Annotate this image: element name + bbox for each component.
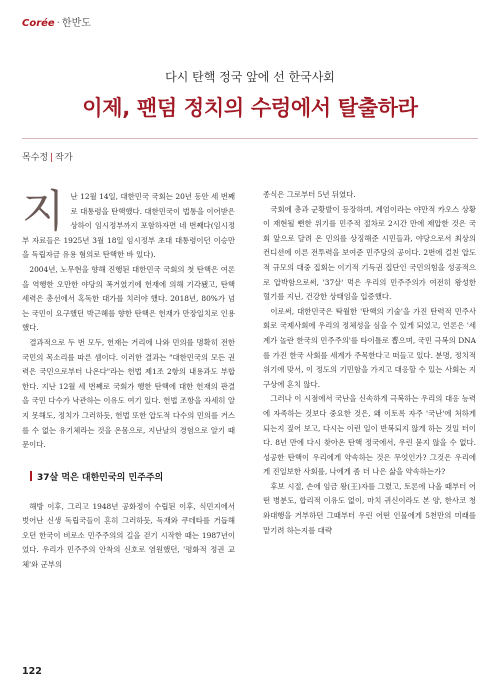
section-brand: Corée (22, 18, 55, 29)
article-headline: 이제, 팬덤 정치의 수렁에서 탈출하라 (82, 96, 418, 120)
section-name: 한반도 (61, 18, 91, 29)
paragraph (22, 186, 235, 263)
author-byline (22, 150, 73, 163)
author-name: 목수정 (22, 153, 49, 163)
subhead-text: 37살 먹은 대한민국의 민주주의 (37, 472, 164, 483)
subhead-marker (30, 471, 32, 481)
page-number: 122 (22, 666, 42, 677)
section-separator: · (56, 18, 60, 29)
left-column (22, 186, 235, 573)
paragraph: 종식은 그로부터 5년 뒤였다. (263, 190, 356, 199)
paragraph: 국회에 총과 군홧발이 등장하며, 계엄이라는 야만적 카오스 상황이 재현될 뻔한 위기를 민주적 절차로 2시간 만에 제압한 것은 국회 앞으로 달려 온 민의를 상징해준 시민들과, 야당으로서 최상의 컨디션에 이른 전투력을 보여준 민주당의 공이다. 2번에 걸친 압도적 규모의 대중 집회는 이기적 기득권 집단인 국민의힘을 성공적으로 압박함으로써, '37살' 먹은 우리의 민주주의가 여전히 왕성한 혈기를 지닌, 건강한 상태임을 입증했다. (263, 204, 476, 302)
section-subhead (30, 471, 235, 484)
author-separator: | (50, 153, 54, 163)
paragraph: 후보 시절, 손에 임금 왕(王)자를 그렸고, 토론에 나올 때부터 어떤 병분도, 합리적 이유도 없이, 마치 귀신이라도 본 양, 한사코 청와대행을 거부하던 그때부터 우린 어떤 인물에게 5천만의 미래를 맡기려 하는지를 대략 (263, 481, 476, 535)
article-kicker: 다시 탄핵 정국 앞에 선 한국사회 (165, 70, 335, 84)
title-divider (22, 138, 478, 139)
author-role: 작가 (55, 153, 73, 163)
paragraph: 그러나 이 시점에서 국난을 신속하게 극복하는 우리의 대응 능력에 자족하는 것보다 중요한 것은, 왜 이토록 자주 '국난'에 처하게 되는지 짚어 보고, 다시는 이런 일이 반복되지 않게 하는 것일 터이다. 8년 만에 다시 찾아온 탄핵 정국에서, 우린 묻지 않을 수 없다. 성공한 탄핵이 우리에게 약속하는 것은 무엇인가? 그것은 우리에게 진일보한 사회를, 나에게 좀 더 나은 삶을 약속하는가? (263, 394, 476, 477)
paragraph: 결과적으로 두 번 모두, 헌재는 거리에 나와 민의를 명확히 전한 국민의 목소리를 따른 셈이다. 이러한 결과는 "대한민국의 모든 권력은 국민으로부터 나온다"라는 헌법 제1조 2항의 내용과도 부합한다. 지난 12월 세 번째로 국회가 행한 탄핵에 대한 헌재의 판결을 국민 다수가 낙관하는 이유도 여기 있다. 헌법 조항을 자세히 알지 못해도, 정치가 그러하듯, 헌법 또한 압도적 다수의 민의를 거스를 수 없는 유기체라는 것을 온몸으로, 지난날의 경험으로 알기 때문이다. (22, 337, 235, 450)
right-column (263, 188, 476, 538)
paragraph: 이로써, 대한민국은 탁월한 '탄핵의 기술'을 가진 탄력적 민주사회로 국제사회에 우리의 정체성을 심을 수 있게 되었고, 언론은 '세계가 놀란 한국의 민주주의'를 타이틀로 뽑으며, 국민 극복의 DNA를 가진 한국 사회를 세계가 주목한다고 떠들고 있다. 분명, 정치적 위기에 맞서, 이 정도의 기민함을 가지고 대응할 수 있는 사회는 지구상에 흔치 않다. (263, 306, 476, 389)
paragraph: 2004년, 노무현을 향해 진행된 대한민국 국회의 첫 탄핵은 여론을 역행한 오만한 야당의 폭거였기에 헌재에 의해 기각됐고, 탄핵 세력은 총선에서 혹독한 대가를 치러야 했다. 2018년, 80%가 넘는 국민이 요구했던 박근혜를 향한 탄핵은 헌재가 만장일치로 인용했다. (22, 264, 235, 333)
paragraph-text: 난 12월 14일, 대한민국 국회는 20년 동안 세 번째로 대통령을 탄핵했다. 대한민국이 법통을 이어받은 상하이 임시정부까지 포함하자면 네 번째다(임시정부 자료들은 1925년 3월 18일 임시정부 초대 대통령이던 이승만을 독립자금 유용 혐의로 탄핵한 바 있다). (22, 192, 235, 260)
paragraph: 해방 이후, 그리고 1948년 공화정이 수립된 이후, 식민지에서 벗어난 신생 독립국들이 흔히 그러하듯, 독재와 쿠데타를 거듭해 오던 한국이 비로소 민주주의의 길을 걷기 시작한 때는 1987년이었다. 우리가 민주주의 안착의 신호로 염원했던, '평화적 정권 교체'와 군부의 (22, 501, 235, 570)
section-tag (22, 14, 91, 29)
drop-cap: 지 (22, 186, 65, 237)
